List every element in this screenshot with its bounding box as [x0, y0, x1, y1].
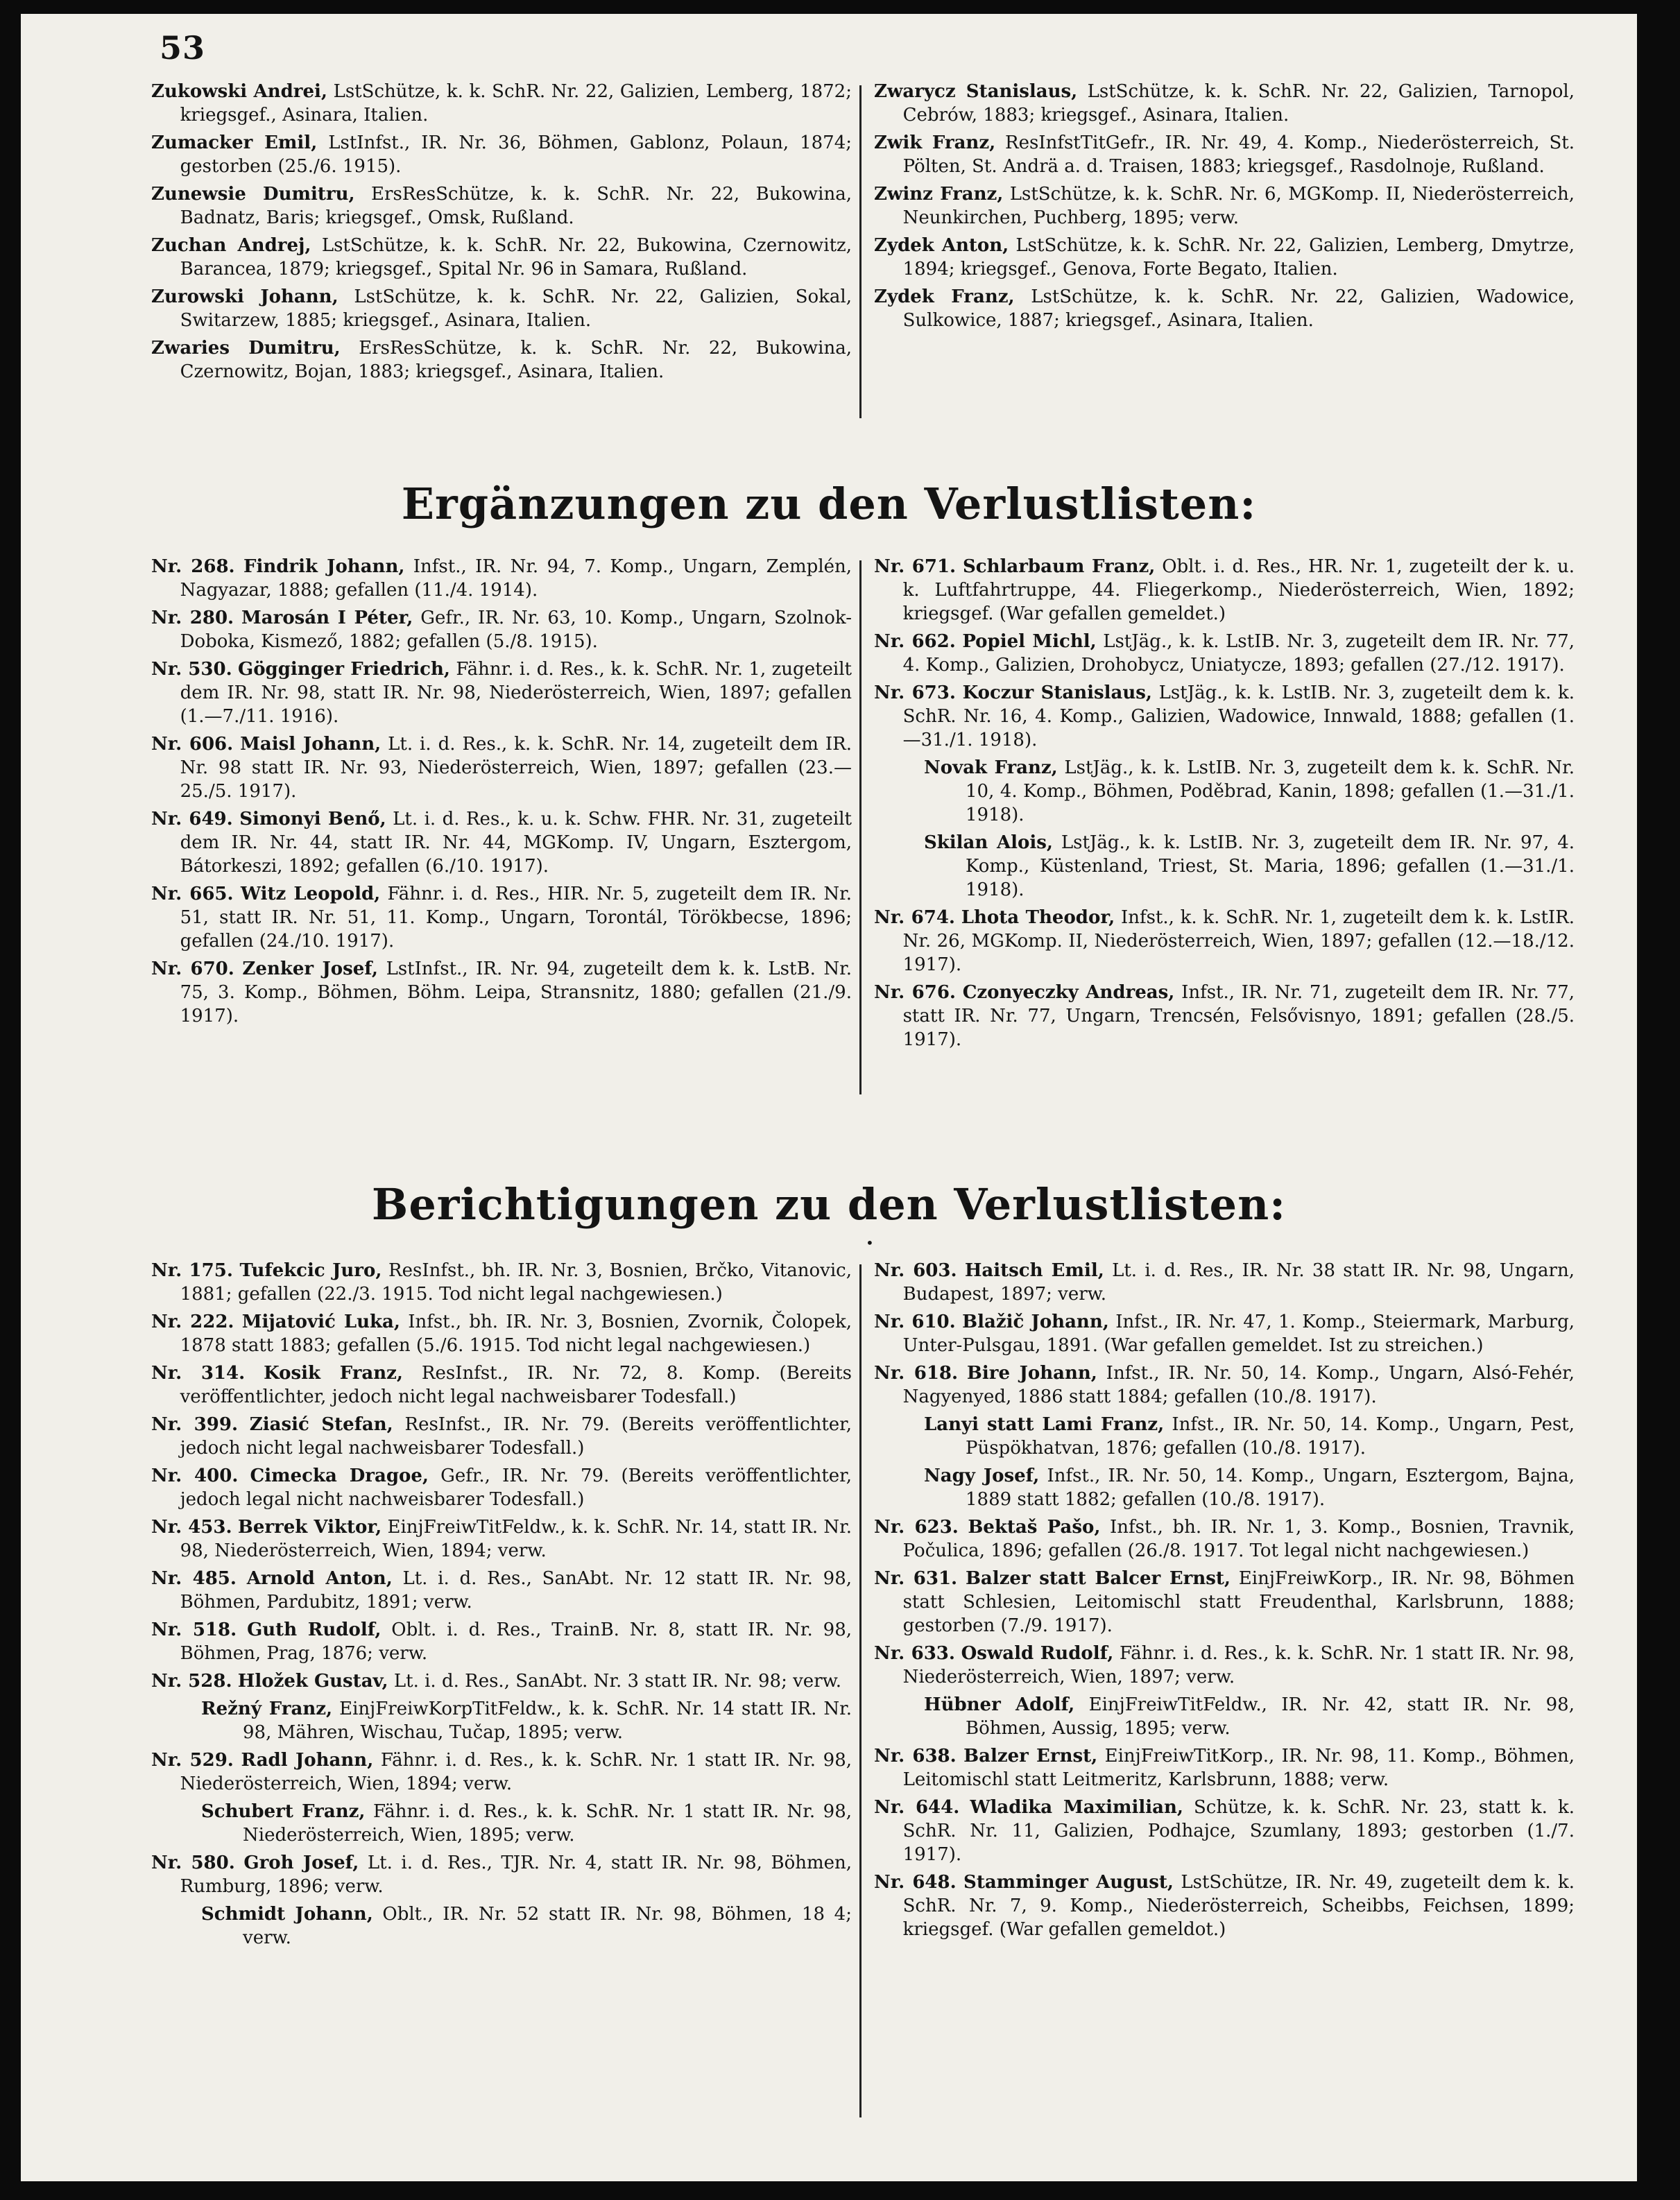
- list-entry: [151, 1697, 852, 1744]
- entry-number: Nr. 665.: [151, 884, 234, 904]
- bullet-mark: •: [866, 1235, 874, 1251]
- entry-number: Nr. 518.: [151, 1619, 237, 1640]
- list-entry: [874, 1744, 1575, 1791]
- entry-text: LstSchütze, k. k. SchR. Nr. 22, Galizien, Tarnopol, Cebrów, 1883; kriegsgef., Asinara, Italien.: [902, 81, 1575, 126]
- list-entry: [151, 1748, 852, 1796]
- entry-name: Zwarycz Stanislaus,: [874, 81, 1078, 102]
- list-entry: [151, 1800, 852, 1847]
- list-entry: [874, 1642, 1575, 1689]
- column-right: [874, 80, 1575, 336]
- list-entry: [151, 1464, 852, 1511]
- entry-text: Infst., IR. Nr. 71, zugeteilt dem IR. Nr. 77, statt IR. Nr. 77, Ungarn, Trencsén, Felsővisnyo, 1891; gefallen (28./5. 1917).: [902, 982, 1575, 1050]
- entry-name: Skilan Alois,: [924, 832, 1053, 853]
- entry-name: Stamminger August,: [963, 1872, 1174, 1893]
- entry-name: Oswald Rudolf,: [961, 1643, 1114, 1664]
- entry-number: Nr. 314.: [151, 1363, 246, 1384]
- entry-text: LstJäg., k. k. LstIB. Nr. 3, zugeteilt dem IR. Nr. 97, 4. Komp., Küstenland, Triest, St. Maria, 1896; gefallen (1.—31./1. 1918).: [966, 832, 1575, 900]
- entry-name: Kosik Franz,: [264, 1363, 403, 1384]
- column-left: [151, 555, 852, 1032]
- entry-text: LstJäg., k. k. LstIB. Nr. 3, zugeteilt dem k. k. SchR. Nr. 10, 4. Komp., Böhmen, Poděbrad, Kanin, 1898; gefallen (1.—31./1. 1918).: [966, 757, 1575, 825]
- list-entry: [151, 957, 852, 1028]
- entry-name: Groh Josef,: [243, 1853, 359, 1873]
- list-entry: [874, 1310, 1575, 1357]
- entry-text: LstInfst., IR. Nr. 94, zugeteilt dem k. k. LstB. Nr. 75, 3. Komp., Böhmen, Böhm. Leipa, Stransnitz, 1880; gefallen (21./9. 1917).: [180, 959, 852, 1026]
- column-divider: [859, 1264, 862, 2117]
- entry-name: Novak Franz,: [924, 757, 1058, 778]
- list-entry: [874, 1361, 1575, 1409]
- entry-number: Nr. 268.: [151, 556, 235, 577]
- list-entry: [151, 336, 852, 384]
- entry-number: Nr. 606.: [151, 734, 234, 755]
- entry-text: Lt. i. d. Res., SanAbt. Nr. 12 statt IR. Nr. 98, Böhmen, Pardubitz, 1891; verw.: [180, 1568, 852, 1613]
- entry-text: Fähnr. i. d. Res., k. k. SchR. Nr. 1, zugeteilt dem IR. Nr. 98, statt IR. Nr. 98, Niederösterreich, Wien, 1897; gefallen (1.—7./11. 1916).: [180, 659, 852, 727]
- entry-text: LstSchütze, k. k. SchR. Nr. 22, Bukowina, Czernowitz, Barancea, 1879; kriegsgef., Spital Nr. 96 in Samara, Rußland.: [180, 235, 852, 280]
- entry-number: Nr. 644.: [874, 1797, 960, 1818]
- entry-number: Nr. 623.: [874, 1517, 959, 1538]
- entry-name: Popiel Michl,: [962, 631, 1097, 652]
- entry-name: Witz Leopold,: [240, 884, 381, 904]
- list-entry: [874, 1464, 1575, 1511]
- entry-number: Nr. 453.: [151, 1517, 232, 1538]
- entry-name: Mijatović Luka,: [241, 1312, 400, 1332]
- entry-name: Schmidt Johann,: [201, 1904, 373, 1925]
- entry-number: Nr. 610.: [874, 1312, 956, 1332]
- entry-name: Zunewsie Dumitru,: [151, 184, 355, 205]
- entry-name: Režný Franz,: [201, 1699, 333, 1719]
- column-divider: [859, 560, 862, 1094]
- list-entry: [874, 1259, 1575, 1306]
- entry-number: Nr. 528.: [151, 1671, 232, 1692]
- entry-number: Nr. 633.: [874, 1643, 955, 1664]
- entry-text: Oblt., IR. Nr. 52 statt IR. Nr. 98, Böhmen, 18 4; verw.: [243, 1904, 852, 1948]
- entry-number: Nr. 670.: [151, 959, 234, 979]
- entry-name: Zwik Franz,: [874, 132, 996, 153]
- entry-number: Nr. 676.: [874, 982, 956, 1003]
- entry-text: ErsResSchütze, k. k. SchR. Nr. 22, Bukowina, Czernowitz, Bojan, 1883; kriegsgef., Asinara, Italien.: [180, 338, 852, 382]
- entry-name: Berrek Viktor,: [237, 1517, 382, 1538]
- list-entry: [151, 80, 852, 127]
- entry-text: Gefr., IR. Nr. 79. (Bereits veröffentlichter, jedoch legal nicht nachweisbarer Todesfall.): [180, 1466, 852, 1510]
- entry-text: Infst., IR. Nr. 50, 14. Komp., Ungarn, Alsó-Fehér, Nagyenyed, 1886 statt 1884; gefallen (10./8. 1917).: [902, 1363, 1575, 1407]
- list-entry: [874, 234, 1575, 281]
- list-entry: [874, 80, 1575, 127]
- entry-text: EinjFreiwKorpTitFeldw., k. k. SchR. Nr. 14 statt IR. Nr. 98, Mähren, Wischau, Tučap, 1895; verw.: [243, 1699, 852, 1743]
- entry-name: Zukowski Andrei,: [151, 81, 327, 102]
- entry-text: Fähnr. i. d. Res., HIR. Nr. 5, zugeteilt dem IR. Nr. 51, statt IR. Nr. 51, 11. Komp., Ungarn, Torontál, Törökbecse, 1896; gefallen (24./10. 1917).: [180, 884, 852, 952]
- list-entry: [874, 681, 1575, 752]
- entry-name: Maisl Johann,: [240, 734, 382, 755]
- entry-text: Infst., IR. Nr. 47, 1. Komp., Steiermark, Marburg, Unter-Pulsgau, 1891. (War gefallen gemeldet. Ist zu streichen.): [902, 1312, 1575, 1356]
- list-entry: [151, 1669, 852, 1693]
- entry-text: LstSchütze, k. k. SchR. Nr. 22, Galizien, Lemberg, 1872; kriegsgef., Asinara, Italien.: [180, 81, 852, 126]
- entry-name: Wladika Maximilian,: [970, 1797, 1183, 1818]
- list-entry: [151, 658, 852, 728]
- list-entry: [874, 906, 1575, 977]
- entry-number: Nr. 648.: [874, 1872, 957, 1893]
- entry-number: Nr. 674.: [874, 907, 955, 928]
- entry-name: Cimecka Dragoe,: [250, 1466, 429, 1486]
- entry-name: Arnold Anton,: [246, 1568, 393, 1589]
- entry-text: Gefr., IR. Nr. 63, 10. Komp., Ungarn, Szolnok-Doboka, Kismező, 1882; gefallen (5./8. 1915).: [180, 608, 852, 652]
- entry-text: Lt. i. d. Res., k. u. k. Schw. FHR. Nr. 31, zugeteilt dem IR. Nr. 44, statt IR. Nr. 44, MGKomp. IV, Ungarn, Esztergom, Bátorkeszi, 1892; gefallen (6./10. 1917).: [180, 809, 852, 877]
- entry-number: Nr. 673.: [874, 682, 956, 703]
- entry-number: Nr. 638.: [874, 1746, 957, 1767]
- entry-text: Infst., IR. Nr. 50, 14. Komp., Ungarn, Pest, Püspökhatvan, 1876; gefallen (10./8. 1917).: [966, 1414, 1575, 1459]
- entry-name: Lhota Theodor,: [961, 907, 1115, 928]
- entry-name: Hložek Gustav,: [237, 1671, 388, 1692]
- entry-text: ResInfst., IR. Nr. 72, 8. Komp. (Bereits veröffentlichter, jedoch nicht legal nachweisbarer Todesfall.): [180, 1363, 852, 1407]
- entry-number: Nr. 529.: [151, 1750, 234, 1771]
- list-entry: [874, 285, 1575, 332]
- entry-text: Oblt. i. d. Res., HR. Nr. 1, zugeteilt der k. u. k. Luftfahrtruppe, 44. Fliegerkomp., Niederösterreich, Wien, 1892; kriegsgef. (War gefallen gemeldet.): [902, 556, 1575, 624]
- entry-text: Fähnr. i. d. Res., k. k. SchR. Nr. 1 statt IR. Nr. 98, Niederösterreich, Wien, 1894; verw.: [180, 1750, 852, 1794]
- column-right: [874, 1259, 1575, 1945]
- entry-text: LstSchütze, IR. Nr. 49, zugeteilt dem k. k. SchR. Nr. 7, 9. Komp., Niederösterreich, Scheibbs, Feichsen, 1899; kriegsgef. (War gefallen gemeldot.): [902, 1872, 1575, 1940]
- list-entry: [151, 1259, 852, 1306]
- entry-name: Bire Johann,: [966, 1363, 1097, 1384]
- list-entry: [151, 882, 852, 953]
- list-entry: [874, 1515, 1575, 1563]
- entry-name: Czonyeczky Andreas,: [962, 982, 1175, 1003]
- entry-text: ErsResSchütze, k. k. SchR. Nr. 22, Bukowina, Badnatz, Baris; kriegsgef., Omsk, Rußland.: [180, 184, 852, 228]
- entry-name: Zenker Josef,: [242, 959, 378, 979]
- list-entry: [874, 1693, 1575, 1740]
- list-entry: [151, 1567, 852, 1614]
- entry-text: Lt. i. d. Res., SanAbt. Nr. 3 statt IR. Nr. 98; verw.: [393, 1671, 842, 1692]
- entry-text: EinjFreiwTitFeldw., IR. Nr. 42, statt IR. Nr. 98, Böhmen, Aussig, 1895; verw.: [966, 1694, 1575, 1739]
- entry-number: Nr. 603.: [874, 1260, 957, 1281]
- entry-number: Nr. 222.: [151, 1312, 234, 1332]
- list-entry: [874, 1871, 1575, 1941]
- entry-number: Nr. 618.: [874, 1363, 959, 1384]
- list-entry: [874, 555, 1575, 626]
- list-entry: [874, 182, 1575, 230]
- list-entry: [151, 234, 852, 281]
- section-heading-berichtigungen: Berichtigungen zu den Verlustlisten:: [371, 1179, 1287, 1230]
- entry-text: LstSchütze, k. k. SchR. Nr. 22, Galizien, Lemberg, Dmytrze, 1894; kriegsgef., Genova, Forte Begato, Italien.: [902, 235, 1575, 280]
- entry-text: Schütze, k. k. SchR. Nr. 23, statt k. k. SchR. Nr. 11, Galizien, Podhajce, Szumlany, 1893; gestorben (1./7. 1917).: [902, 1797, 1575, 1865]
- entry-name: Koczur Stanislaus,: [962, 682, 1152, 703]
- entry-number: Nr. 580.: [151, 1853, 235, 1873]
- entry-text: Lt. i. d. Res., k. k. SchR. Nr. 14, zugeteilt dem IR. Nr. 98 statt IR. Nr. 93, Niederösterreich, Wien, 1897; gefallen (23.—25./5. 1917).: [180, 734, 852, 802]
- column-divider: [859, 85, 862, 418]
- list-entry: [151, 285, 852, 332]
- list-entry: [151, 1310, 852, 1357]
- entry-number: Nr. 662.: [874, 631, 956, 652]
- entry-name: Simonyi Benő,: [239, 809, 386, 830]
- entry-text: LstSchütze, k. k. SchR. Nr. 22, Galizien, Wadowice, Sulkowice, 1887; kriegsgef., Asinara, Italien.: [902, 286, 1575, 331]
- entry-text: EinjFreiwKorp., IR. Nr. 98, Böhmen statt Schlesien, Leitomischl statt Freudenthal, Karlsbrunn, 1888; gestorben (7./9. 1917).: [902, 1568, 1575, 1636]
- entry-text: LstJäg., k. k. LstIB. Nr. 3, zugeteilt dem k. k. SchR. Nr. 16, 4. Komp., Galizien, Wadowice, Innwald, 1888; gefallen (1.—31./1. 1918).: [902, 682, 1575, 750]
- list-entry: [874, 131, 1575, 178]
- entry-text: Fähnr. i. d. Res., k. k. SchR. Nr. 1 statt IR. Nr. 98, Niederösterreich, Wien, 1897; verw.: [902, 1643, 1575, 1687]
- entry-text: ResInfst., bh. IR. Nr. 3, Bosnien, Brčko, Vitanovic, 1881; gefallen (22./3. 1915. Tod nicht legal nachgewiesen.): [180, 1260, 852, 1305]
- entry-name: Blažič Johann,: [962, 1312, 1109, 1332]
- entry-text: Infst., bh. IR. Nr. 3, Bosnien, Zvornik, Čolopek, 1878 statt 1883; gefallen (5./6. 1915. Tod nicht legal nachgewiesen.): [180, 1312, 852, 1356]
- list-entry: [151, 1618, 852, 1665]
- entry-number: Nr. 671.: [874, 556, 957, 577]
- entry-text: Infst., IR. Nr. 94, 7. Komp., Ungarn, Zemplén, Nagyazar, 1888; gefallen (11./4. 1914).: [180, 556, 852, 601]
- entry-text: Oblt. i. d. Res., TrainB. Nr. 8, statt IR. Nr. 98, Böhmen, Prag, 1876; verw.: [180, 1619, 852, 1664]
- entry-name: Zumacker Emil,: [151, 132, 318, 153]
- entry-name: Findrik Johann,: [243, 556, 405, 577]
- entry-text: ResInfstTitGefr., IR. Nr. 49, 4. Komp., Niederösterreich, St. Pölten, St. Andrä a. d. Traisen, 1883; kriegsgef., Rasdolnoje, Rußland.: [902, 132, 1575, 177]
- list-entry: [151, 1515, 852, 1563]
- entry-name: Gögginger Friedrich,: [238, 659, 450, 680]
- entry-name: Ziasić Stefan,: [249, 1414, 393, 1435]
- list-entry: [151, 807, 852, 878]
- entry-name: Lanyi statt Lami Franz,: [924, 1414, 1165, 1435]
- entry-name: Marosán I Péter,: [241, 608, 413, 628]
- column-left: [151, 1259, 852, 1954]
- list-entry: [874, 1413, 1575, 1460]
- list-entry: [151, 1902, 852, 1950]
- list-entry: [874, 630, 1575, 677]
- entry-name: Zuchan Andrej,: [151, 235, 311, 256]
- entry-text: Lt. i. d. Res., TJR. Nr. 4, statt IR. Nr. 98, Böhmen, Rumburg, 1896; verw.: [180, 1853, 852, 1897]
- list-entry: [151, 1361, 852, 1409]
- entry-name: Schubert Franz,: [201, 1801, 366, 1822]
- entry-name: Bektaš Pašo,: [968, 1517, 1101, 1538]
- entry-text: Infst., IR. Nr. 50, 14. Komp., Ungarn, Esztergom, Bajna, 1889 statt 1882; gefallen (10./8. 1917).: [966, 1466, 1575, 1510]
- entry-name: Zurowski Johann,: [151, 286, 338, 307]
- entry-text: Lt. i. d. Res., IR. Nr. 38 statt IR. Nr. 98, Ungarn, Budapest, 1897; verw.: [902, 1260, 1575, 1305]
- page-number: 53: [160, 29, 206, 67]
- entry-name: Hübner Adolf,: [924, 1694, 1075, 1715]
- entry-name: Balzer Ernst,: [963, 1746, 1098, 1767]
- entry-text: EinjFreiwTitFeldw., k. k. SchR. Nr. 14, statt IR. Nr. 98, Niederösterreich, Wien, 1894; verw.: [180, 1517, 852, 1561]
- list-entry: [151, 182, 852, 230]
- entry-name: Haitsch Emil,: [964, 1260, 1104, 1281]
- entry-text: ResInfst., IR. Nr. 79. (Bereits veröffentlichter, jedoch nicht legal nachweisbarer Todesfall.): [180, 1414, 852, 1459]
- list-entry: [151, 1413, 852, 1460]
- list-entry: [874, 756, 1575, 827]
- entry-name: Nagy Josef,: [924, 1466, 1040, 1486]
- entry-number: Nr. 280.: [151, 608, 234, 628]
- entry-number: Nr. 530.: [151, 659, 232, 680]
- list-entry: [874, 1567, 1575, 1638]
- entry-name: Zwinz Franz,: [874, 184, 1004, 205]
- entry-number: Nr. 485.: [151, 1568, 237, 1589]
- entry-number: Nr. 631.: [874, 1568, 958, 1589]
- entry-name: Balzer statt Balcer Ernst,: [965, 1568, 1231, 1589]
- entry-number: Nr. 400.: [151, 1466, 239, 1486]
- list-entry: [874, 1796, 1575, 1866]
- entry-text: LstJäg., k. k. LstIB. Nr. 3, zugeteilt dem IR. Nr. 77, 4. Komp., Galizien, Drohobycz, Uniatycze, 1893; gefallen (27./12. 1917).: [902, 631, 1575, 676]
- entry-name: Guth Rudolf,: [247, 1619, 382, 1640]
- entry-text: Fähnr. i. d. Res., k. k. SchR. Nr. 1 statt IR. Nr. 98, Niederösterreich, Wien, 1895; verw.: [243, 1801, 852, 1846]
- list-entry: [151, 1851, 852, 1898]
- list-entry: [151, 131, 852, 178]
- entry-name: Zwaries Dumitru,: [151, 338, 341, 359]
- entry-number: Nr. 649.: [151, 809, 233, 830]
- entry-number: Nr. 399.: [151, 1414, 239, 1435]
- entry-name: Schlarbaum Franz,: [963, 556, 1156, 577]
- entry-number: Nr. 175.: [151, 1260, 233, 1281]
- list-entry: [151, 732, 852, 803]
- column-right: [874, 555, 1575, 1056]
- column-left: [151, 80, 852, 388]
- list-entry: [151, 606, 852, 653]
- entry-name: Zydek Franz,: [874, 286, 1015, 307]
- entry-name: Radl Johann,: [241, 1750, 374, 1771]
- entry-name: Zydek Anton,: [874, 235, 1009, 256]
- entry-text: EinjFreiwTitKorp., IR. Nr. 98, 11. Komp., Böhmen, Leitomischl statt Leitmeritz, Karlsbrunn, 1888; verw.: [902, 1746, 1575, 1790]
- list-entry: [874, 981, 1575, 1051]
- entry-text: Infst., k. k. SchR. Nr. 1, zugeteilt dem k. k. LstIR. Nr. 26, MGKomp. II, Niederösterreich, Wien, 1897; gefallen (12.—18./12. 1917).: [902, 907, 1575, 975]
- list-entry: [874, 831, 1575, 902]
- entry-text: Infst., bh. IR. Nr. 1, 3. Komp., Bosnien, Travnik, Počulica, 1896; gefallen (26./8. 1917. Tot legal nicht nachgewiesen.): [902, 1517, 1575, 1561]
- entry-text: LstInfst., IR. Nr. 36, Böhmen, Gablonz, Polaun, 1874; gestorben (25./6. 1915).: [180, 132, 852, 177]
- section-heading-ergaenzungen: Ergänzungen zu den Verlustlisten:: [401, 479, 1257, 529]
- entry-name: Tufekcic Juro,: [239, 1260, 382, 1281]
- document-page: [21, 14, 1637, 2181]
- entry-text: LstSchütze, k. k. SchR. Nr. 22, Galizien, Sokal, Switarzew, 1885; kriegsgef., Asinara, Italien.: [180, 286, 852, 331]
- list-entry: [151, 555, 852, 602]
- entry-text: LstSchütze, k. k. SchR. Nr. 6, MGKomp. II, Niederösterreich, Neunkirchen, Puchberg, 1895; verw.: [902, 184, 1575, 228]
